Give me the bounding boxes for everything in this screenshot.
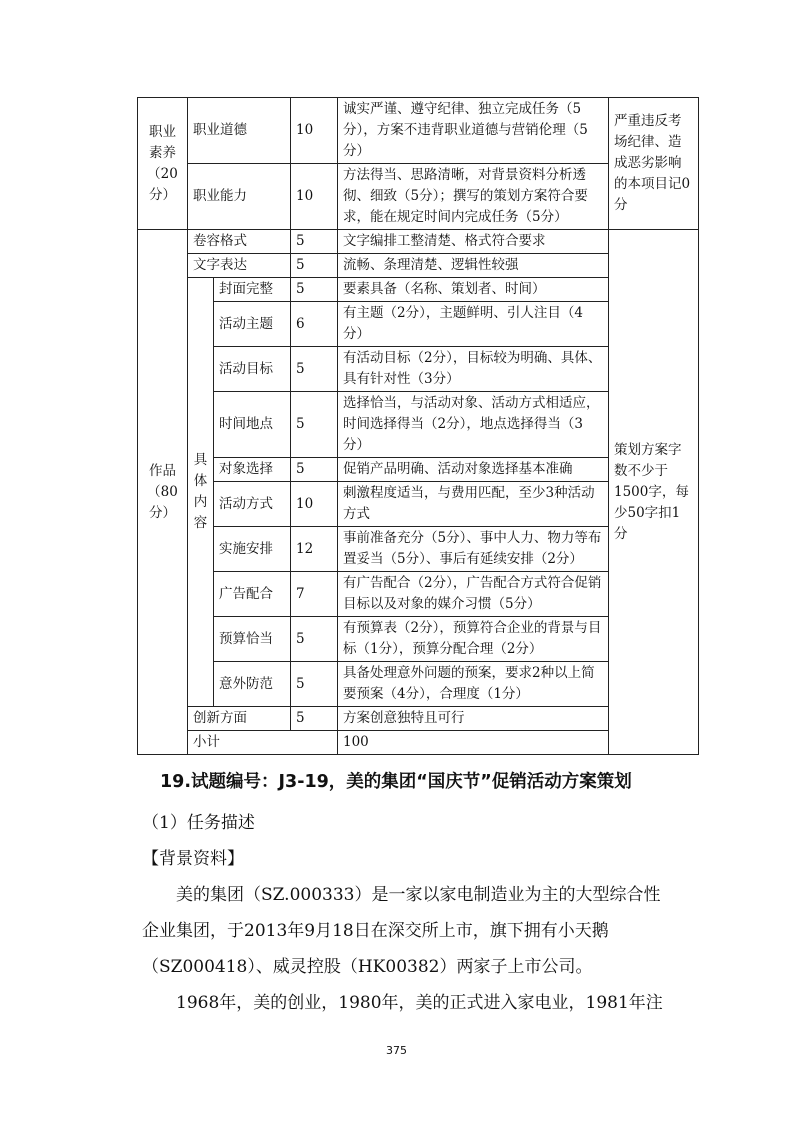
item-name: 活动主题 xyxy=(214,302,291,347)
item-name: 实施安排 xyxy=(214,527,291,572)
item-criteria: 有主题（2分），主题鲜明、引人注目（4分） xyxy=(338,302,609,347)
item-criteria: 有活动目标（2分），目标较为明确、具体、具有针对性（3分） xyxy=(338,347,609,392)
item-name: 职业能力 xyxy=(188,164,291,230)
item-score: 10 xyxy=(291,482,338,527)
item-name: 时间地点 xyxy=(214,392,291,458)
item-name: 创新方面 xyxy=(188,707,291,731)
word-count-note: 策划方案字数不少于1500字，每少50字扣1分 xyxy=(609,230,699,755)
item-name: 广告配合 xyxy=(214,572,291,617)
item-name: 卷容格式 xyxy=(188,230,291,254)
item-criteria: 文字编排工整清楚、格式符合要求 xyxy=(338,230,609,254)
penalty-note: 严重违反考场纪律、造成恶劣影响的本项目记0分 xyxy=(609,98,699,230)
item-score: 5 xyxy=(291,392,338,458)
section-heading: 19.试题编号：J3-19，美的集团“国庆节”促销活动方案策划 xyxy=(160,772,632,792)
item-score: 10 xyxy=(291,164,338,230)
item-score: 6 xyxy=(291,302,338,347)
item-criteria: 促销产品明确、活动对象选择基本准确 xyxy=(338,458,609,482)
item-name: 文字表达 xyxy=(188,254,291,278)
subtotal-label: 小计 xyxy=(188,731,338,755)
background-label: 【背景资料】 xyxy=(142,849,244,869)
item-score: 5 xyxy=(291,278,338,302)
item-criteria: 具备处理意外问题的预案，要求2种以上简要预案（4分），合理度（1分） xyxy=(338,662,609,707)
body-paragraph: 美的集团（SZ.000333）是一家以家电制造业为主的大型综合性企业集团，于2013年9月18日在深交所上市，旗下拥有小天鹅（SZ000418）、威灵控股（HK00382）两家子上市公司。 xyxy=(142,885,661,977)
table-row xyxy=(138,98,699,164)
group-work: 作品（80分） xyxy=(138,230,188,755)
item-criteria: 方案创意独特且可行 xyxy=(338,707,609,731)
body-paragraph: 1968年，美的创业，1980年，美的正式进入家电业，1981年注 xyxy=(176,993,663,1013)
item-score: 10 xyxy=(291,98,338,164)
item-name: 意外防范 xyxy=(214,662,291,707)
scoring-table xyxy=(137,97,699,755)
item-score: 5 xyxy=(291,662,338,707)
item-score: 7 xyxy=(291,572,338,617)
item-name: 封面完整 xyxy=(214,278,291,302)
item-criteria: 方法得当、思路清晰，对背景资料分析透彻、细致（5分）；撰写的策划方案符合要求，能在规定时间内完成任务（5分） xyxy=(338,164,609,230)
page-number: 375 xyxy=(386,1044,407,1057)
item-name: 预算恰当 xyxy=(214,617,291,662)
item-score: 5 xyxy=(291,617,338,662)
item-criteria: 选择恰当，与活动对象、活动方式相适应，时间选择得当（2分），地点选择得当（3分） xyxy=(338,392,609,458)
item-score: 5 xyxy=(291,458,338,482)
item-criteria: 刺激程度适当，与费用匹配，至少3种活动方式 xyxy=(338,482,609,527)
item-score: 5 xyxy=(291,347,338,392)
subtotal-score: 100 xyxy=(338,731,609,755)
task-title: （1）任务描述 xyxy=(142,813,255,833)
group-professional: 职业素养（20分） xyxy=(138,98,188,230)
item-criteria: 要素具备（名称、策划者、时间） xyxy=(338,278,609,302)
item-criteria: 有预算表（2分），预算符合企业的背景与目标（1分），预算分配合理（2分） xyxy=(338,617,609,662)
item-name: 活动方式 xyxy=(214,482,291,527)
item-name: 对象选择 xyxy=(214,458,291,482)
item-criteria: 有广告配合（2分），广告配合方式符合促销目标以及对象的媒介习惯（5分） xyxy=(338,572,609,617)
item-score: 5 xyxy=(291,707,338,731)
item-score: 5 xyxy=(291,254,338,278)
item-criteria: 诚实严谨、遵守纪律、独立完成任务（5分），方案不违背职业道德与营销伦理（5分） xyxy=(338,98,609,164)
item-criteria: 流畅、条理清楚、逻辑性较强 xyxy=(338,254,609,278)
item-criteria: 事前准备充分（5分）、事中人力、物力等布置妥当（5分）、事后有延续安排（2分） xyxy=(338,527,609,572)
item-name: 职业道德 xyxy=(188,98,291,164)
item-score: 12 xyxy=(291,527,338,572)
group-content: 具体内容 xyxy=(188,278,214,707)
table-row xyxy=(138,230,699,254)
item-score: 5 xyxy=(291,230,338,254)
item-name: 活动目标 xyxy=(214,347,291,392)
